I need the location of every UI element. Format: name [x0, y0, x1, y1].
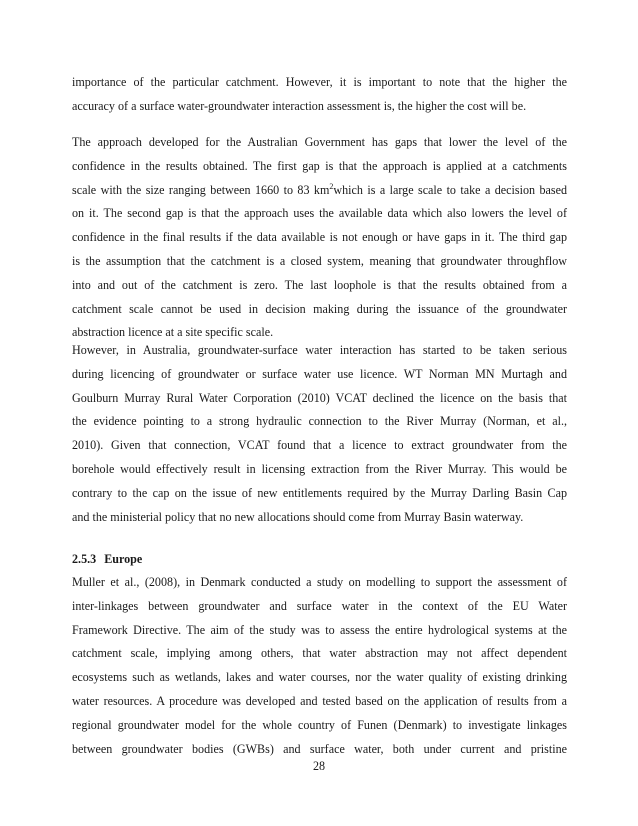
- paragraph-2: [72, 131, 567, 345]
- text-line: accuracy of a surface water-groundwater interaction assessment is, the higher the cost will be.: [72, 98, 527, 113]
- text-line: between groundwater bodies (GWBs) and surface water, both under current and pristine: [72, 741, 567, 756]
- text-line: Muller et al., (2008), in Denmark conducted a study on modelling to support the assessment of: [72, 575, 567, 589]
- paragraph-3: [72, 339, 567, 529]
- text-line: catchment scale cannot be used in decision making during the issuance of the groundwater: [72, 301, 567, 316]
- text-line: and the ministerial policy that no new allocations should come from Murray Basin waterway.: [72, 509, 524, 524]
- text-line: inter-linkages between groundwater and surface water in the context of the EU Water: [72, 598, 567, 613]
- text-line: The approach developed for the Australian Government has gaps that lower the level of the: [72, 135, 567, 149]
- text-line: water resources. A procedure was developed and tested based on the application of results from a: [72, 693, 567, 708]
- superscript: 2: [329, 181, 334, 191]
- text-fragment: scale with the size ranging between 1660 to 83 km: [72, 182, 330, 197]
- paragraph-1: [72, 71, 567, 119]
- text-fragment: which is a large scale to take a decision based: [333, 182, 567, 197]
- text-line: the evidence pointing to a strong hydraulic connection to the River Murray (Norman, et al.,: [72, 414, 567, 429]
- text-line: during licencing of groundwater or surface water use licence. WT Norman MN Murtagh and: [72, 366, 567, 381]
- text-line: ecosystems such as wetlands, lakes and water courses, nor the water quality of existing drinking: [72, 670, 567, 685]
- text-line-with-superscript: [72, 179, 567, 203]
- text-line: regional groundwater model for the whole country of Funen (Denmark) to investigate linkages: [72, 717, 567, 732]
- section-title: Europe: [104, 552, 143, 566]
- text-line: importance of the particular catchment. However, it is important to note that the higher the: [72, 75, 567, 89]
- section-number: 2.5.3: [72, 552, 97, 566]
- text-line: borehole would effectively result in licensing extraction from the River Murray. This would be: [72, 461, 567, 476]
- text-line: 2010). Given that connection, VCAT found that a licence to extract groundwater from the: [72, 438, 567, 453]
- section-heading: [72, 548, 142, 572]
- paragraph-4: [72, 571, 567, 761]
- text-line: on it. The second gap is that the approach uses the available data which also lowers the level of: [72, 206, 567, 221]
- text-line: into and out of the catchment is zero. The last loophole is that the results obtained from a: [72, 277, 567, 292]
- text-line: confidence in the results obtained. The first gap is that the approach is applied at a catchments: [72, 158, 567, 173]
- text-line: Framework Directive. The aim of the study was to assess the entire hydrological systems at the: [72, 622, 567, 637]
- text-line: However, in Australia, groundwater-surface water interaction has started to be taken serious: [72, 343, 567, 357]
- text-line: is the assumption that the catchment is a closed system, meaning that groundwater throughflow: [72, 253, 567, 268]
- page-number: 28: [312, 759, 326, 773]
- text-line: abstraction licence at a site specific scale.: [72, 325, 274, 340]
- text-line: catchment scale, implying among others, that water abstraction may not affect dependent: [72, 646, 567, 661]
- text-line: confidence in the final results if the data available is not enough or have gaps in it. The third gap: [72, 230, 567, 245]
- text-line: Goulburn Murray Rural Water Corporation (2010) VCAT declined the licence on the basis that: [72, 390, 567, 405]
- text-line: contrary to the cap on the issue of new entitlements required by the Murray Darling Basin Cap: [72, 485, 567, 500]
